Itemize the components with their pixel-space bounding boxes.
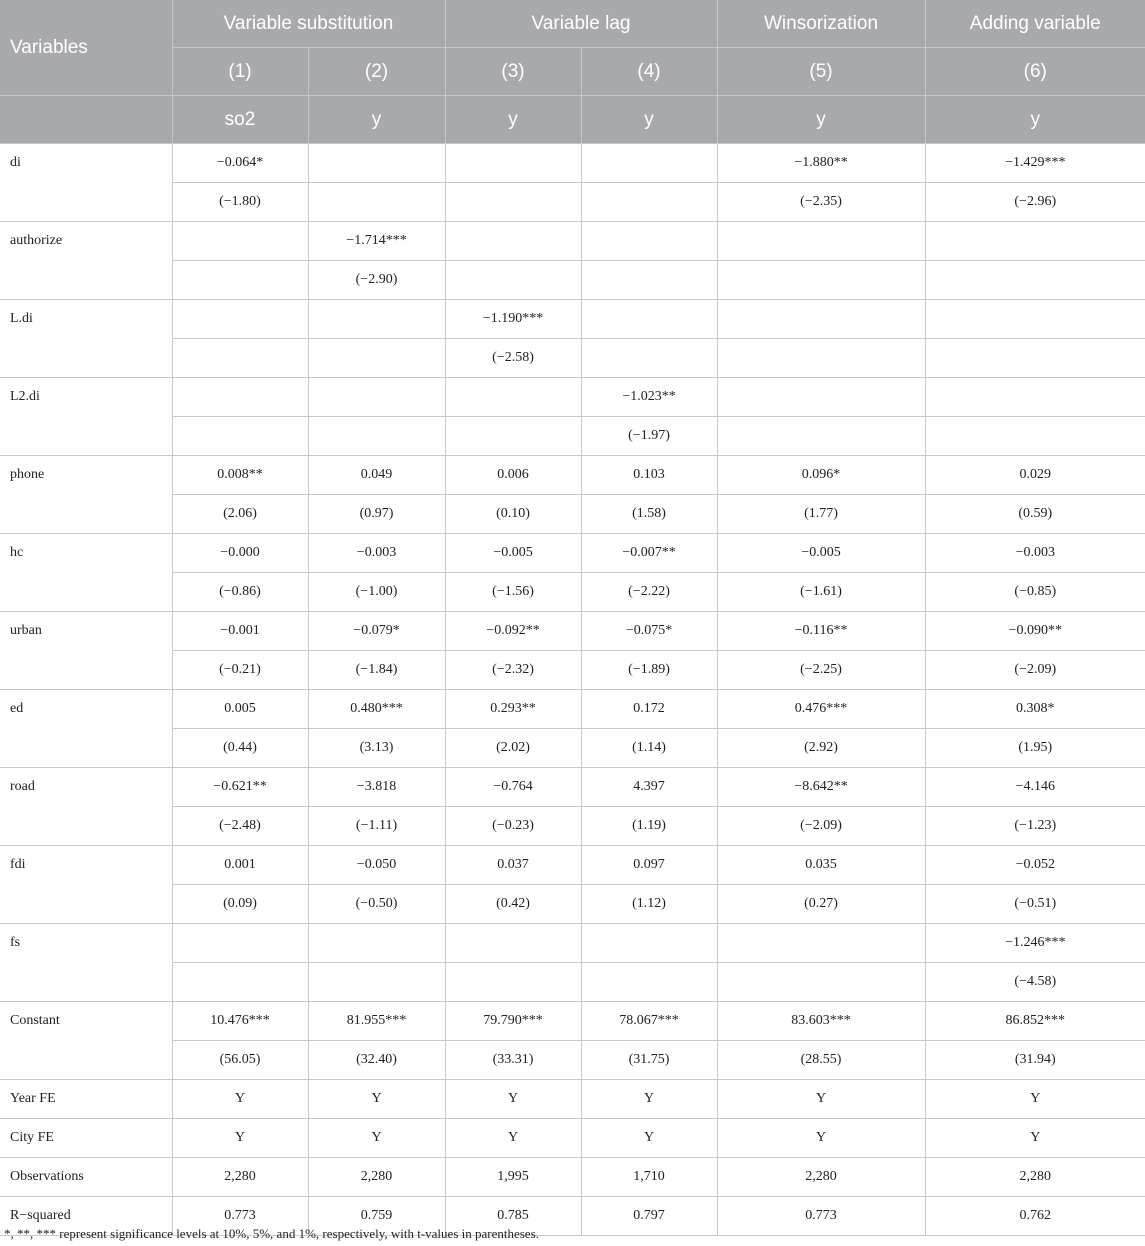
t-value-cell: (1.58) (581, 495, 717, 534)
group-header-adding-variable: Adding variable (925, 0, 1145, 48)
variable-name: road (0, 768, 172, 846)
coefficient-cell: 0.308* (925, 690, 1145, 729)
t-value-cell (172, 339, 308, 378)
t-value-cell (581, 261, 717, 300)
t-value-cell: (33.31) (445, 1041, 581, 1080)
coefficient-row (0, 534, 1145, 573)
summary-cell: Y (581, 1080, 717, 1119)
t-value-cell: (−1.56) (445, 573, 581, 612)
coefficient-row (0, 378, 1145, 417)
summary-label: Observations (0, 1158, 172, 1197)
coefficient-row (0, 1002, 1145, 1041)
summary-cell: 2,280 (925, 1158, 1145, 1197)
variable-name: urban (0, 612, 172, 690)
table-footnote: *, **, *** represent significance levels at 10%, 5%, and 1%, respectively, with t-values in parentheses. (4, 1226, 539, 1241)
variable-name: hc (0, 534, 172, 612)
summary-cell: Y (308, 1119, 445, 1158)
t-value-cell: (−2.22) (581, 573, 717, 612)
coefficient-row (0, 300, 1145, 339)
coefficient-cell (172, 924, 308, 963)
summary-cell: Y (581, 1119, 717, 1158)
coefficient-cell: 0.037 (445, 846, 581, 885)
dependent-variable: y (445, 96, 581, 144)
dependent-variable: y (925, 96, 1145, 144)
t-value-cell: (−0.23) (445, 807, 581, 846)
t-value-cell: (−2.96) (925, 183, 1145, 222)
coefficient-cell: 0.049 (308, 456, 445, 495)
column-number: (1) (172, 48, 308, 96)
coefficient-cell: −0.007** (581, 534, 717, 573)
coefficient-cell: −0.050 (308, 846, 445, 885)
coefficient-cell (445, 222, 581, 261)
variable-name: L2.di (0, 378, 172, 456)
variable-name: ed (0, 690, 172, 768)
t-value-cell: (−0.86) (172, 573, 308, 612)
t-value-cell: (28.55) (717, 1041, 925, 1080)
variable-name: fdi (0, 846, 172, 924)
t-value-cell: (1.19) (581, 807, 717, 846)
column-number: (6) (925, 48, 1145, 96)
t-value-cell (308, 417, 445, 456)
t-value-cell: (−1.97) (581, 417, 717, 456)
coefficient-cell: −0.000 (172, 534, 308, 573)
t-value-cell: (0.59) (925, 495, 1145, 534)
t-value-cell: (−2.90) (308, 261, 445, 300)
coefficient-row (0, 144, 1145, 183)
coefficient-cell (581, 144, 717, 183)
column-number: (4) (581, 48, 717, 96)
coefficient-cell: −0.079* (308, 612, 445, 651)
summary-cell: Y (445, 1119, 581, 1158)
t-value-row (0, 573, 1145, 612)
coefficient-row (0, 456, 1145, 495)
coefficient-cell: 0.005 (172, 690, 308, 729)
coefficient-cell: −0.001 (172, 612, 308, 651)
variable-name: phone (0, 456, 172, 534)
coefficient-cell: 0.293** (445, 690, 581, 729)
summary-cell: 2,280 (717, 1158, 925, 1197)
coefficient-cell (717, 300, 925, 339)
coefficient-row (0, 768, 1145, 807)
summary-cell: 1,710 (581, 1158, 717, 1197)
coefficient-cell: 0.029 (925, 456, 1145, 495)
summary-cell: Y (925, 1119, 1145, 1158)
coefficient-cell: 0.097 (581, 846, 717, 885)
t-value-cell (172, 417, 308, 456)
t-value-cell (717, 417, 925, 456)
coefficient-cell (925, 300, 1145, 339)
coefficient-cell: −0.064* (172, 144, 308, 183)
t-value-cell: (0.10) (445, 495, 581, 534)
coefficient-cell: −1.246*** (925, 924, 1145, 963)
coefficient-cell: 0.008** (172, 456, 308, 495)
t-value-cell: (−1.80) (172, 183, 308, 222)
t-value-cell: (0.27) (717, 885, 925, 924)
t-value-row (0, 183, 1145, 222)
t-value-cell (581, 339, 717, 378)
coefficient-cell (172, 378, 308, 417)
t-value-cell (717, 261, 925, 300)
coefficient-cell (445, 378, 581, 417)
t-value-cell: (0.09) (172, 885, 308, 924)
coefficient-cell: −0.005 (445, 534, 581, 573)
t-value-cell (925, 339, 1145, 378)
variable-name: L.di (0, 300, 172, 378)
summary-label: City FE (0, 1119, 172, 1158)
t-value-cell: (31.94) (925, 1041, 1145, 1080)
t-value-cell: (−2.58) (445, 339, 581, 378)
t-value-cell: (−2.25) (717, 651, 925, 690)
coefficient-cell: −0.052 (925, 846, 1145, 885)
coefficient-cell (172, 222, 308, 261)
t-value-cell: (0.44) (172, 729, 308, 768)
coefficient-cell: 0.172 (581, 690, 717, 729)
t-value-cell: (32.40) (308, 1041, 445, 1080)
coefficient-cell: −8.642** (717, 768, 925, 807)
t-value-cell: (31.75) (581, 1041, 717, 1080)
t-value-cell: (1.95) (925, 729, 1145, 768)
t-value-cell (445, 183, 581, 222)
coefficient-cell: −0.005 (717, 534, 925, 573)
coefficient-cell: −1.190*** (445, 300, 581, 339)
coefficient-row (0, 222, 1145, 261)
t-value-cell (717, 963, 925, 1002)
coefficient-cell: −0.621** (172, 768, 308, 807)
t-value-cell: (2.06) (172, 495, 308, 534)
t-value-cell: (−2.09) (717, 807, 925, 846)
dependent-variable: y (308, 96, 445, 144)
t-value-cell (308, 339, 445, 378)
group-header-lag: Variable lag (445, 0, 717, 48)
summary-cell: Y (308, 1080, 445, 1119)
coefficient-cell (581, 222, 717, 261)
coefficient-cell: 0.480*** (308, 690, 445, 729)
summary-cell: Y (172, 1080, 308, 1119)
coefficient-cell: −3.818 (308, 768, 445, 807)
t-value-row (0, 729, 1145, 768)
summary-cell: Y (445, 1080, 581, 1119)
coefficient-cell: 81.955*** (308, 1002, 445, 1041)
coefficient-cell: 0.476*** (717, 690, 925, 729)
summary-cell: Y (717, 1080, 925, 1119)
t-value-cell: (2.02) (445, 729, 581, 768)
t-value-row (0, 495, 1145, 534)
t-value-cell (445, 261, 581, 300)
header-dependent-row (0, 96, 1145, 144)
dependent-variable: y (717, 96, 925, 144)
coefficient-cell (925, 378, 1145, 417)
coefficient-cell (308, 144, 445, 183)
coefficient-cell (308, 300, 445, 339)
t-value-cell: (−1.89) (581, 651, 717, 690)
coefficient-row (0, 924, 1145, 963)
coefficient-row (0, 690, 1145, 729)
table-body (0, 144, 1145, 1236)
t-value-cell: (3.13) (308, 729, 445, 768)
t-value-cell (445, 963, 581, 1002)
coefficient-cell: −1.429*** (925, 144, 1145, 183)
coefficient-cell (717, 924, 925, 963)
t-value-cell: (−2.35) (717, 183, 925, 222)
t-value-row (0, 963, 1145, 1002)
t-value-cell: (56.05) (172, 1041, 308, 1080)
group-header-winsorization: Winsorization (717, 0, 925, 48)
summary-cell: 0.762 (925, 1197, 1145, 1236)
coefficient-cell: −0.116** (717, 612, 925, 651)
t-value-cell: (0.42) (445, 885, 581, 924)
t-value-cell (172, 963, 308, 1002)
coefficient-cell (717, 222, 925, 261)
variable-name: di (0, 144, 172, 222)
coefficient-row (0, 612, 1145, 651)
header-number-row (0, 48, 1145, 96)
variable-name: fs (0, 924, 172, 1002)
summary-cell: 0.797 (581, 1197, 717, 1236)
t-value-cell: (−1.61) (717, 573, 925, 612)
coefficient-cell (308, 924, 445, 963)
t-value-cell: (−2.48) (172, 807, 308, 846)
summary-cell: 0.759 (308, 1197, 445, 1236)
coefficient-cell (445, 924, 581, 963)
coefficient-cell: 86.852*** (925, 1002, 1145, 1041)
summary-label: R−squared (0, 1197, 172, 1236)
summary-cell: Y (172, 1119, 308, 1158)
coefficient-cell: 0.096* (717, 456, 925, 495)
t-value-cell (308, 183, 445, 222)
t-value-cell: (−1.84) (308, 651, 445, 690)
t-value-row (0, 1041, 1145, 1080)
coefficient-cell (925, 222, 1145, 261)
t-value-cell: (−0.21) (172, 651, 308, 690)
coefficient-cell: 83.603*** (717, 1002, 925, 1041)
summary-cell: 2,280 (308, 1158, 445, 1197)
coefficient-cell: −0.090** (925, 612, 1145, 651)
coefficient-cell: 79.790*** (445, 1002, 581, 1041)
t-value-cell (581, 963, 717, 1002)
coefficient-cell: −4.146 (925, 768, 1145, 807)
t-value-cell: (0.97) (308, 495, 445, 534)
coefficient-cell: −0.003 (925, 534, 1145, 573)
coefficient-cell: 4.397 (581, 768, 717, 807)
header-group-row (0, 0, 1145, 48)
coefficient-cell: −0.075* (581, 612, 717, 651)
t-value-cell: (−0.85) (925, 573, 1145, 612)
t-value-cell (445, 417, 581, 456)
column-number: (2) (308, 48, 445, 96)
summary-cell: 1,995 (445, 1158, 581, 1197)
t-value-cell (581, 183, 717, 222)
t-value-row (0, 651, 1145, 690)
coefficient-row (0, 846, 1145, 885)
summary-cell: 2,280 (172, 1158, 308, 1197)
dependent-variable: so2 (172, 96, 308, 144)
coefficient-cell: −1.023** (581, 378, 717, 417)
t-value-cell: (1.14) (581, 729, 717, 768)
column-number: (3) (445, 48, 581, 96)
group-header-substitution: Variable substitution (172, 0, 445, 48)
summary-cell: 0.785 (445, 1197, 581, 1236)
t-value-cell (925, 417, 1145, 456)
coefficient-cell (445, 144, 581, 183)
column-number: (5) (717, 48, 925, 96)
t-value-cell (172, 261, 308, 300)
summary-cell: Y (717, 1119, 925, 1158)
coefficient-cell (308, 378, 445, 417)
coefficient-cell: −1.714*** (308, 222, 445, 261)
t-value-cell: (−0.51) (925, 885, 1145, 924)
coefficient-cell: 10.476*** (172, 1002, 308, 1041)
t-value-cell: (−0.50) (308, 885, 445, 924)
t-value-cell: (2.92) (717, 729, 925, 768)
coefficient-cell: −0.092** (445, 612, 581, 651)
coefficient-cell: 0.103 (581, 456, 717, 495)
t-value-row (0, 417, 1145, 456)
table-header (0, 0, 1145, 144)
variables-header: Variables (0, 0, 172, 96)
coefficient-cell (172, 300, 308, 339)
coefficient-cell (717, 378, 925, 417)
coefficient-cell: −0.764 (445, 768, 581, 807)
coefficient-cell: 78.067*** (581, 1002, 717, 1041)
t-value-cell: (−1.23) (925, 807, 1145, 846)
t-value-cell: (−2.09) (925, 651, 1145, 690)
coefficient-cell (581, 924, 717, 963)
coefficient-cell: −0.003 (308, 534, 445, 573)
t-value-row (0, 885, 1145, 924)
t-value-cell (308, 963, 445, 1002)
coefficient-cell: 0.035 (717, 846, 925, 885)
t-value-cell: (−4.58) (925, 963, 1145, 1002)
t-value-row (0, 807, 1145, 846)
t-value-cell: (1.77) (717, 495, 925, 534)
t-value-cell: (−2.32) (445, 651, 581, 690)
summary-cell: 0.773 (717, 1197, 925, 1236)
coefficient-cell: 0.006 (445, 456, 581, 495)
coefficient-cell (581, 300, 717, 339)
variable-name: Constant (0, 1002, 172, 1080)
summary-cell: Y (925, 1080, 1145, 1119)
summary-row (0, 1119, 1145, 1158)
t-value-cell: (−1.11) (308, 807, 445, 846)
coefficient-cell: 0.001 (172, 846, 308, 885)
t-value-cell (925, 261, 1145, 300)
t-value-cell: (1.12) (581, 885, 717, 924)
summary-cell: 0.773 (172, 1197, 308, 1236)
summary-row (0, 1158, 1145, 1197)
summary-row (0, 1080, 1145, 1119)
coefficient-cell: −1.880** (717, 144, 925, 183)
variable-name: authorize (0, 222, 172, 300)
summary-label: Year FE (0, 1080, 172, 1119)
t-value-cell (717, 339, 925, 378)
t-value-cell: (−1.00) (308, 573, 445, 612)
dependent-variable: y (581, 96, 717, 144)
t-value-row (0, 261, 1145, 300)
variables-header-blank (0, 96, 172, 144)
t-value-row (0, 339, 1145, 378)
